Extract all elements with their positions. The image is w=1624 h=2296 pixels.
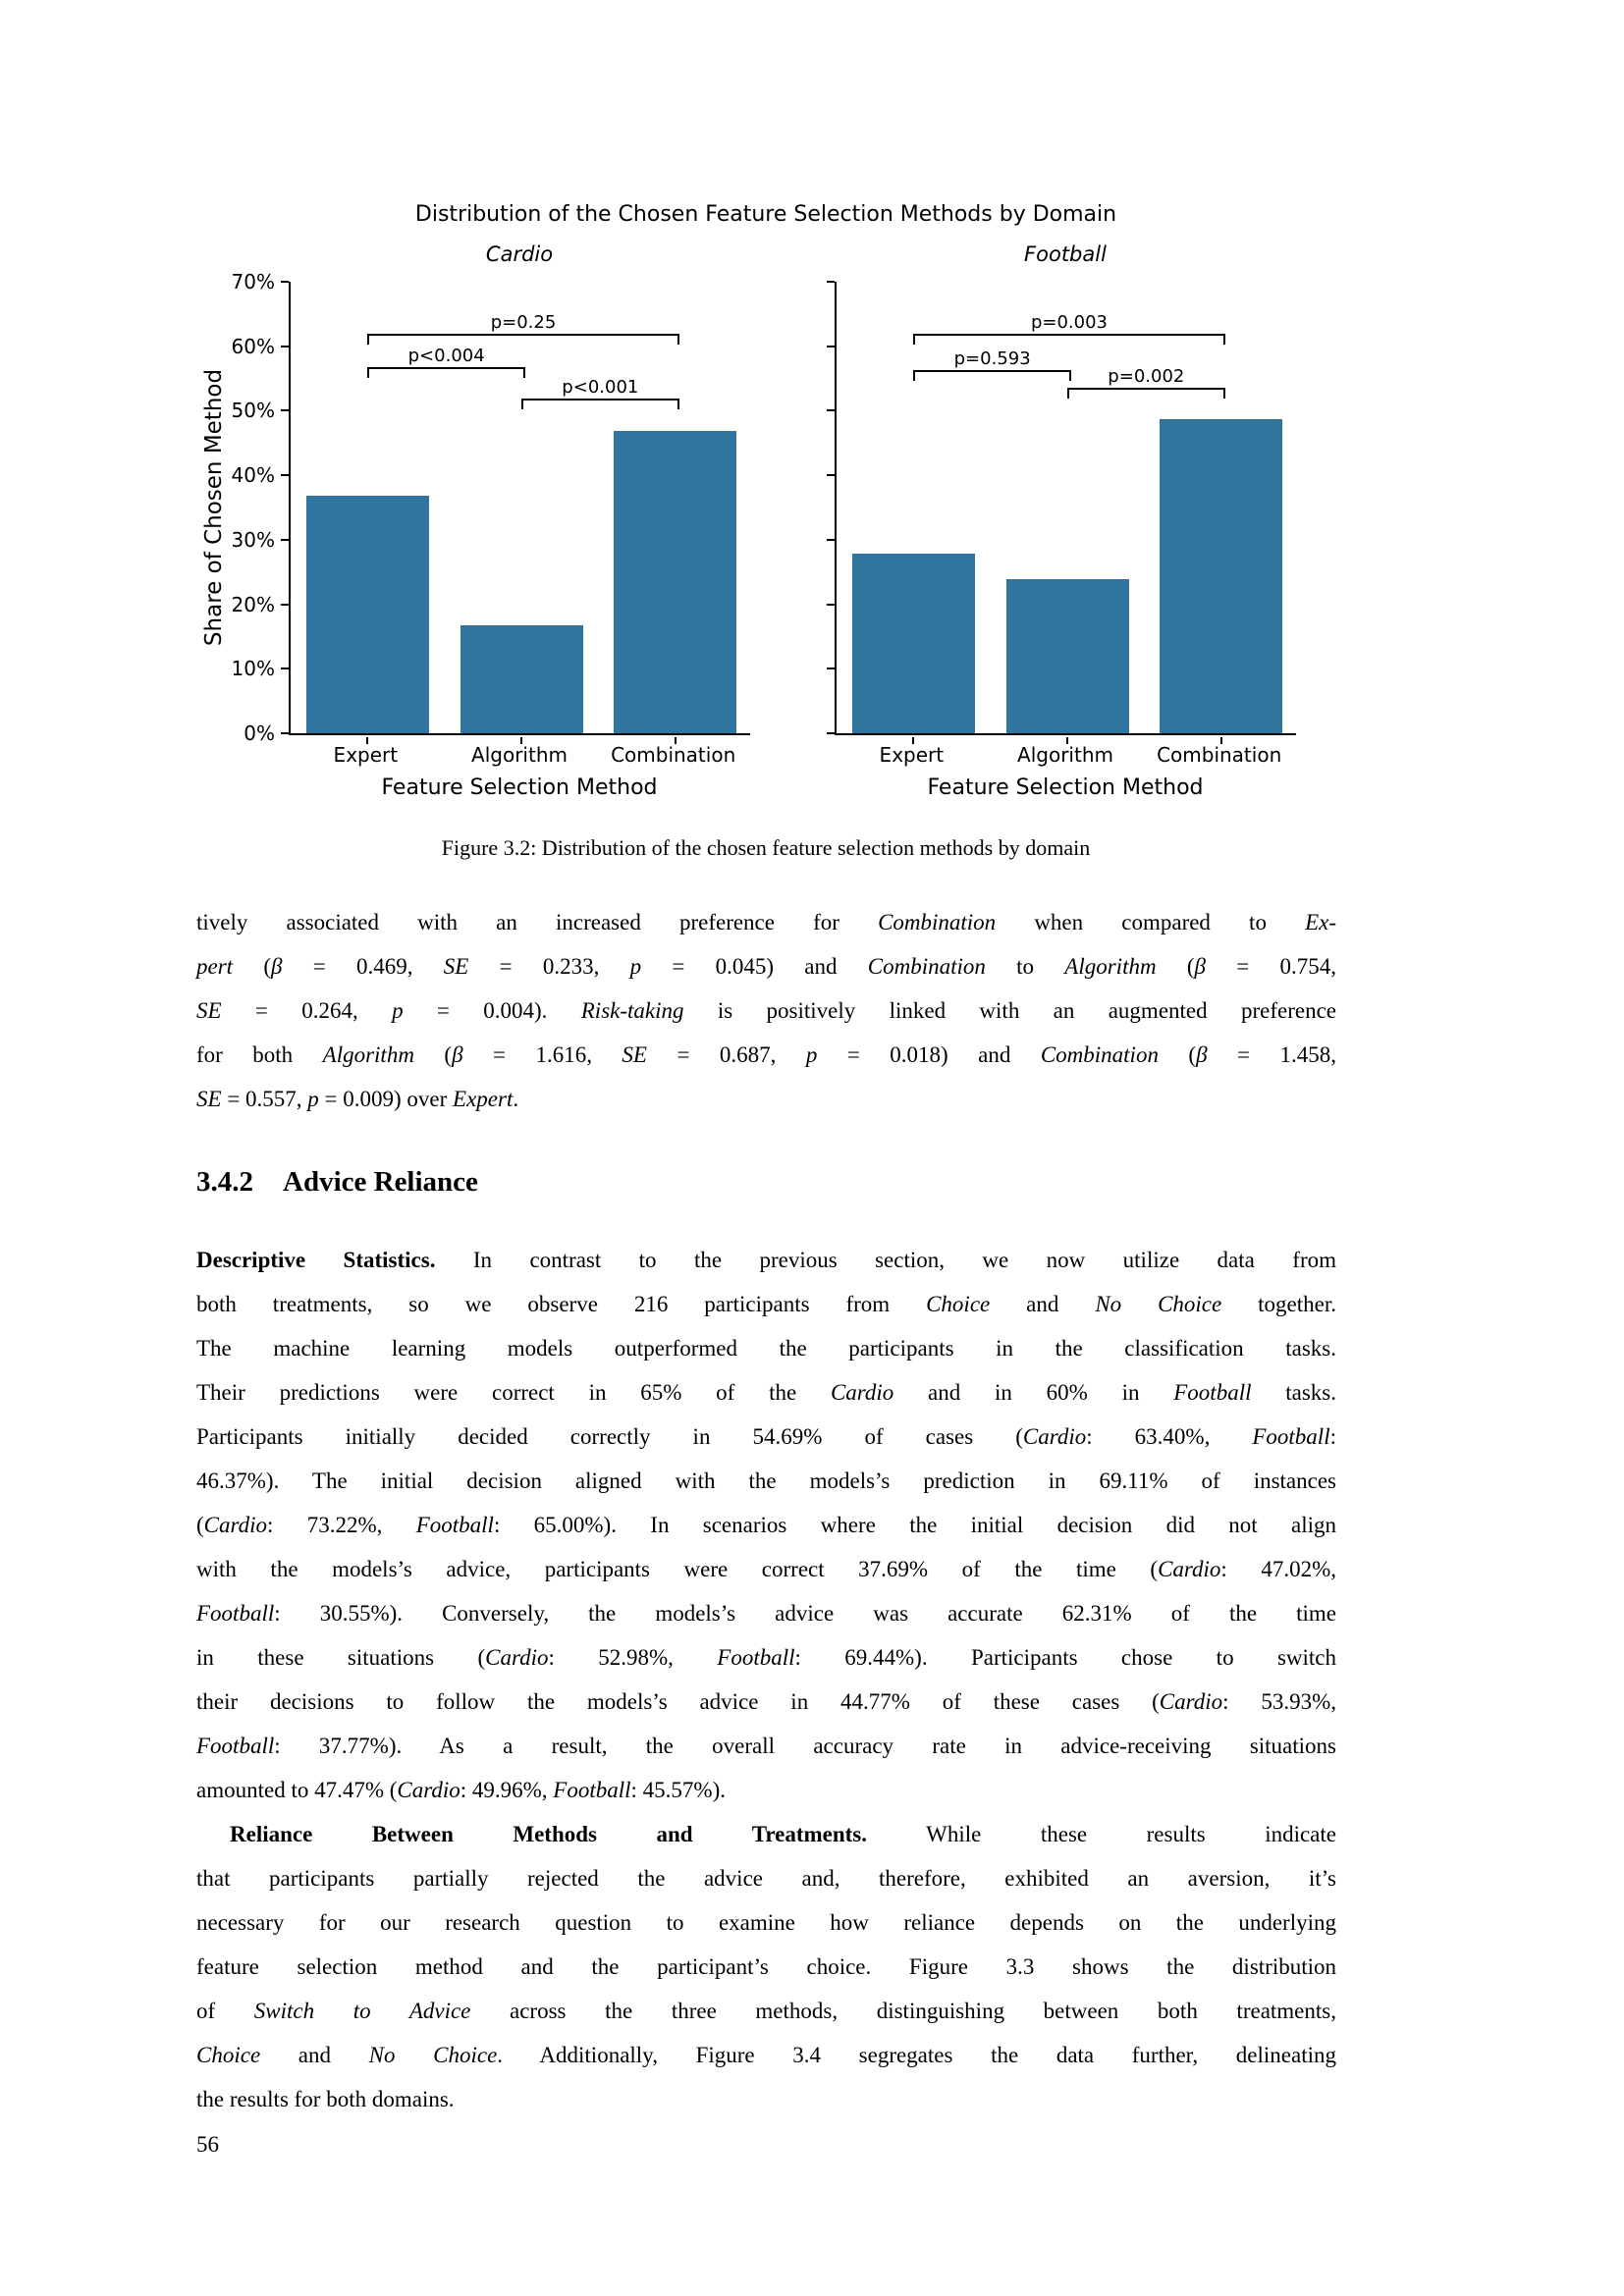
text-segment: = 0.469, [282,954,444,979]
plot-area [231,270,750,745]
italic-text: β [1196,1042,1208,1067]
y-tick [281,409,289,411]
significance-bracket [521,376,679,409]
italic-text: Choice [196,2043,261,2067]
italic-text: Cardio [397,1778,460,1802]
italic-text: Football [553,1778,631,1802]
text-segment: their decisions to follow the models’s advice in 44.77% of these cases ( [196,1689,1160,1714]
text-segment: ( [413,1042,453,1067]
text-segment: = 0.004). [403,998,581,1023]
text-segment: : 65.00%). In scenarios where the initial decision did not align [493,1513,1336,1537]
y-tick-label: 20% [231,592,275,616]
italic-text: SE [196,998,222,1023]
text-segment: . [513,1087,519,1111]
text-line [196,1900,1336,1945]
text-segment: tively associated with an increased preference for [196,910,879,934]
text-segment: and [260,2043,369,2067]
text-line [196,1326,1336,1370]
italic-text: Risk-taking [580,998,684,1023]
text-segment: = 0.045) and [641,954,868,979]
chart-title: Distribution of the Chosen Feature Selection Methods by Domain [414,202,1117,227]
y-tick [827,604,835,606]
text-segment: While these results indicate [867,1822,1336,1846]
italic-text: β [1194,954,1206,979]
y-tick [827,409,835,411]
text-line [196,988,1336,1033]
text-line [196,1945,1336,1989]
italic-text: No Choice [368,2043,498,2067]
italic-text: Football [1252,1424,1330,1449]
subplot-title: Cardio [485,242,554,266]
text-line [196,1503,1336,1547]
text-line [196,1724,1336,1768]
text-line [196,1415,1336,1459]
italic-text: Football [717,1645,795,1670]
x-tick-labels [289,743,750,773]
text-segment: for both [196,1042,323,1067]
italic-text: Football [196,1601,275,1626]
section-title: Advice Reliance [283,1166,478,1198]
italic-text: Algorithm [1064,954,1157,979]
text-segment: . Additionally, Figure 3.4 segregates the data further, delineating [497,2043,1336,2067]
bold-run-in: Reliance Between Methods and Treatments. [230,1822,868,1846]
y-axis-label: Share of Chosen Method [201,368,227,647]
significance-bracket [367,346,525,378]
y-tick [827,667,835,669]
text-line [196,1768,1336,1812]
text-line [196,944,1336,988]
italic-text: p [392,998,404,1023]
text-line [196,1635,1336,1680]
italic-text: Football [196,1734,275,1758]
italic-text: β [271,954,283,979]
text-line [196,1370,1336,1415]
x-axis-label: Feature Selection Method [927,775,1204,800]
p-value-label: p=0.25 [490,311,557,333]
y-tick [827,732,835,734]
body-sections [196,900,1336,2121]
text-line [196,1989,1336,2033]
paragraph [196,900,1336,1121]
italic-text: SE [196,1087,222,1111]
text-segment: = 1.616, [462,1042,623,1067]
significance-bracket [913,311,1224,345]
italic-text: Cardio [203,1513,267,1537]
text-line [196,900,1336,944]
bold-run-in: Descriptive Statistics. [196,1248,436,1272]
text-segment: = 0.233, [468,954,630,979]
y-tick [281,604,289,606]
significance-bracket [1067,366,1225,399]
text-segment: = 0.687, [646,1042,806,1067]
text-segment: of [196,1999,254,2023]
text-segment: = 1.458, [1207,1042,1336,1067]
y-tick-label: 70% [231,270,275,294]
bar-expert [306,496,429,733]
italic-text: Football [1173,1380,1252,1405]
bar-combination [614,431,736,733]
x-axis-label: Feature Selection Method [381,775,658,800]
subplot-cardio [231,242,750,800]
subplot-football [835,242,1296,800]
text-segment: : 47.02%, [1220,1557,1336,1581]
x-tick-label-combination: Combination [611,743,736,767]
figure-caption: Figure 3.2: Distribution of the chosen feature selection methods by domain [441,835,1091,860]
text-segment: that participants partially rejected the advice and, therefore, exhibited an aversion, it’s [196,1866,1336,1891]
text-segment: is positively linked with an augmented preference [683,998,1336,1023]
x-tick-label-expert: Expert [333,743,399,767]
text-segment: : 30.55%). Conversely, the models’s advice was accurate 62.31% of the time [274,1601,1336,1626]
x-tick-label-expert: Expert [879,743,945,767]
text-segment: to [985,954,1065,979]
bar-combination [1160,419,1282,733]
italic-text: Switch to Advice [253,1999,471,2023]
text-segment: the results for both domains. [196,2087,455,2111]
text-segment: = 0.264, [221,998,393,1023]
y-tick [281,346,289,347]
italic-text: Cardio [1022,1424,1087,1449]
figure-3-2 [196,202,1335,861]
italic-text: Combination [867,954,986,979]
italic-text: Algorithm [322,1042,414,1067]
bar-algorithm [460,625,583,733]
text-line [196,2033,1336,2077]
text-line [196,1238,1336,1282]
text-segment: ( [1158,1042,1197,1067]
y-tick [827,474,835,476]
y-tick [827,539,835,541]
y-tick [281,667,289,669]
italic-text: Choice [926,1292,991,1316]
plot-area [835,282,1296,735]
text-segment: Their predictions were correct in 65% of the [196,1380,831,1405]
text-segment: when compared to [996,910,1306,934]
p-value-label: p=0.002 [1108,366,1185,388]
bar-expert [852,554,975,733]
text-line [196,1680,1336,1724]
text-segment: : 69.44%). Participants chose to switch [794,1645,1336,1670]
y-tick-label: 50% [231,399,275,423]
x-tick-labels [835,743,1296,773]
y-tick-label: 30% [231,527,275,552]
text-segment: in these situations ( [196,1645,486,1670]
paragraph [196,1812,1336,2121]
y-tick [281,539,289,541]
text-segment: feature selection method and the participant’s choice. Figure 3.3 shows the distribution [196,1954,1336,1979]
y-tick [827,281,835,283]
text-segment: ( [196,1513,204,1537]
italic-text: pert [196,954,234,979]
text-segment: and in 60% in [893,1380,1174,1405]
page-number: 56 [196,2132,219,2157]
italic-text: p [307,1087,319,1111]
italic-text: SE [443,954,469,979]
text-segment: = 0.557, [221,1087,308,1111]
y-tick-label: 0% [244,721,275,745]
italic-text: No Choice [1095,1292,1222,1316]
text-segment: and [990,1292,1096,1316]
text-line [196,1547,1336,1591]
text-line [196,1812,1336,1856]
text-segment: ( [1156,954,1195,979]
x-tick-label-combination: Combination [1157,743,1282,767]
text-line [196,1077,1336,1121]
italic-text: p [629,954,642,979]
text-line [196,1459,1336,1503]
y-tick-label: 10% [231,657,275,681]
italic-text: Cardio [1159,1689,1223,1714]
x-tick-label-algorithm: Algorithm [471,743,568,767]
italic-text: Ex- [1305,910,1336,934]
text-segment: tasks. [1251,1380,1336,1405]
italic-text: Expert [453,1087,514,1111]
section-number: 3.4.2 [196,1166,253,1198]
text-line [196,1033,1336,1077]
text-segment: Participants initially decided correctly in 54.69% of cases ( [196,1424,1023,1449]
text-segment: The machine learning models outperformed the participants in the classification tasks. [196,1336,1336,1361]
italic-text: Cardio [830,1380,894,1405]
italic-text: p [805,1042,818,1067]
text-segment: : 37.77%). As a result, the overall accuracy rate in advice-receiving situations [274,1734,1336,1758]
text-line [196,1856,1336,1900]
text-segment: : 52.98%, [548,1645,718,1670]
text-segment: ( [233,954,271,979]
italic-text: Cardio [485,1645,549,1670]
significance-bracket [367,311,678,345]
p-value-label: p=0.003 [1030,311,1109,333]
text-segment: together. [1221,1292,1336,1316]
text-line [196,1591,1336,1635]
text-segment: 46.37%). The initial decision aligned with the models’s prediction in 69.11% of instances [196,1468,1336,1493]
p-value-label: p=0.593 [953,348,1031,370]
y-tick [281,281,289,283]
text-segment: : 53.93%, [1222,1689,1336,1714]
text-segment: In contrast to the previous section, we now utilize data from [435,1248,1336,1272]
text-segment: : 73.22%, [267,1513,416,1537]
text-segment: with the models’s advice, participants were correct 37.69% of the time ( [196,1557,1159,1581]
y-tick [827,346,835,347]
bar-algorithm [1006,579,1129,733]
italic-text: Football [415,1513,494,1537]
italic-text: Cardio [1158,1557,1221,1581]
p-value-label: p<0.004 [407,346,485,367]
chart-row [196,242,1335,800]
text-segment: : 49.96%, [460,1778,554,1802]
section-heading [196,1166,1336,1199]
text-line [196,1282,1336,1326]
subplot-title: Football [1024,242,1107,266]
text-segment: amounted to 47.47% ( [196,1778,398,1802]
text-segment: : [1329,1424,1336,1449]
text-segment: : 63.40%, [1086,1424,1253,1449]
y-tick-label: 40% [231,463,275,488]
p-value-label: p<0.001 [562,376,639,398]
text-segment: necessary for our research question to examine how reliance depends on the underlying [196,1910,1336,1935]
x-tick-label-algorithm: Algorithm [1017,743,1113,767]
italic-text: Combination [1040,1042,1159,1067]
text-segment: both treatments, so we observe 216 participants from [196,1292,927,1316]
text-segment: across the three methods, distinguishing between both treatments, [470,1999,1336,2023]
italic-text: SE [622,1042,647,1067]
italic-text: β [452,1042,463,1067]
significance-bracket [913,348,1071,381]
text-segment: = 0.754, [1205,954,1336,979]
text-segment: = 0.009) over [318,1087,454,1111]
text-line [196,2077,1336,2121]
italic-text: Combination [878,910,997,934]
text-segment: : 45.57%). [630,1778,726,1802]
y-tick [281,732,289,734]
paragraph [196,1238,1336,1812]
text-segment: = 0.018) and [817,1042,1041,1067]
y-tick-label: 60% [231,334,275,358]
y-tick [281,474,289,476]
